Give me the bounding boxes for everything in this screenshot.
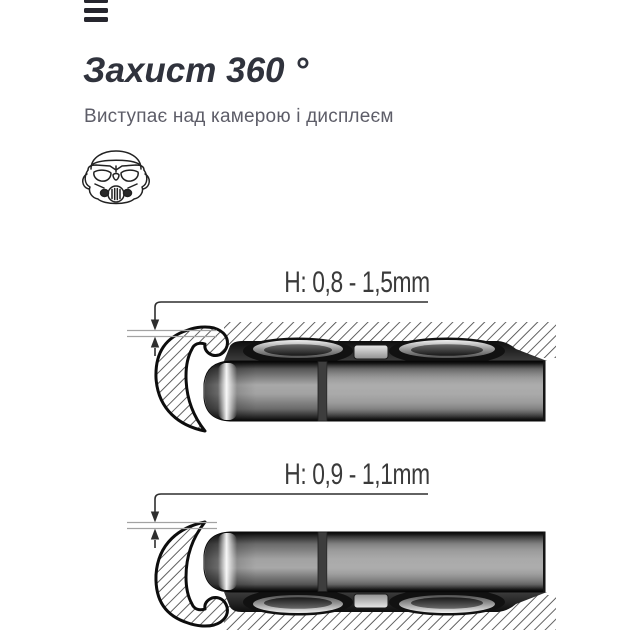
page-subtitle: Виступає над камерою і дисплеєм	[84, 106, 394, 127]
dimension-label-camera: H: 0,8 - 1,5mm	[284, 266, 430, 299]
diagram-camera-side	[127, 302, 556, 431]
dimension-label-display: H: 0,9 - 1,1mm	[284, 458, 430, 491]
page-title: Захист 360 °	[83, 51, 309, 91]
diagram-display-side	[127, 494, 556, 630]
